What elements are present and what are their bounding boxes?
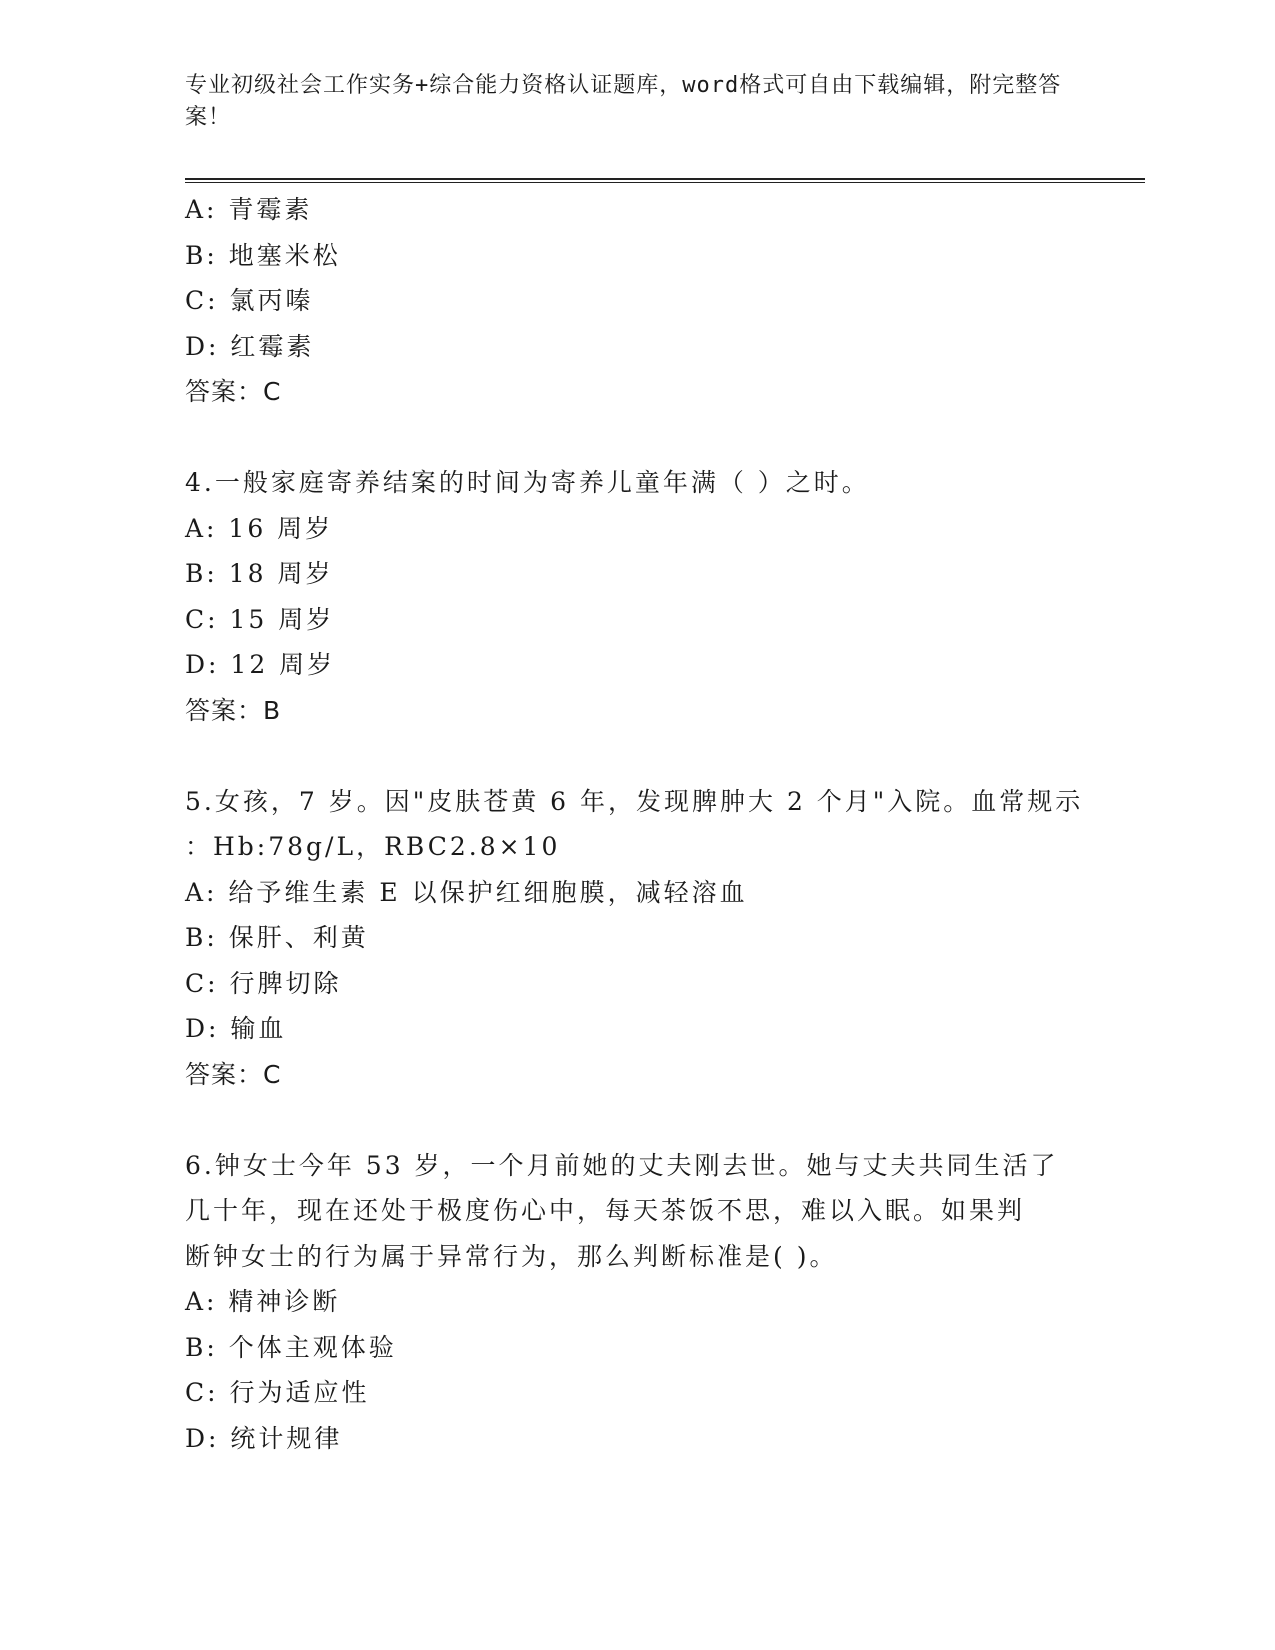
question-content (185, 187, 1085, 1461)
q4-option-a: A: 16 周岁 (185, 513, 334, 543)
question-5-block (185, 779, 1085, 1098)
q3-option-d: D: 红霉素 (185, 331, 315, 361)
page-header-text: 专业初级社会工作实务+综合能力资格认证题库，word格式可自由下载编辑，附完整答案！ (185, 73, 1062, 130)
q4-question: 4.一般家庭寄养结案的时间为寄养儿童年满（ ）之时。 (185, 468, 870, 497)
q5-option-b: B: 保肝、利黄 (185, 923, 369, 952)
q6-option-c: C: 行为适应性 (185, 1378, 370, 1407)
q5-answer: 答案：C (185, 1059, 282, 1089)
q3-option-b: B: 地塞米松 (185, 240, 341, 270)
q5-option-c: C: 行脾切除 (185, 968, 342, 998)
q6-question-line-1: 6.钟女士今年 53 岁，一个月前她的丈夫刚去世。她与丈夫共同生活了 (185, 1150, 1059, 1180)
q5-question-line-2: ：Hb:78g/L，RBC2.8×10 (185, 832, 561, 861)
q4-answer: 答案：B (185, 695, 282, 725)
q6-question-line-2: 几十年，现在还处于极度伤心中，每天茶饭不思，难以入眠。如果判 (185, 1196, 1026, 1225)
q3-option-c: C: 氯丙嗪 (185, 286, 314, 315)
header-rule-thin (185, 182, 1145, 183)
q4-option-c: C: 15 周岁 (185, 604, 335, 634)
q5-question-line-1: 5.女孩，7 岁。因"皮肤苍黄 6 年，发现脾肿大 2 个月"入院。血常规示 (185, 786, 1084, 816)
header-rule-thick (185, 178, 1145, 180)
q6-option-b: B: 个体主观体验 (185, 1332, 397, 1362)
question-3-block (185, 187, 1085, 415)
q6-option-a: A: 精神诊断 (185, 1287, 341, 1316)
q4-option-d: D: 12 周岁 (185, 650, 336, 679)
q3-option-a: A: 青霉素 (185, 195, 313, 224)
spacer (185, 415, 1085, 461)
question-4-block (185, 460, 1085, 733)
spacer (185, 733, 1085, 779)
q3-answer: 答案：C (185, 377, 282, 406)
q6-option-d: D: 统计规律 (185, 1423, 343, 1453)
question-6-block (185, 1143, 1085, 1462)
spacer (185, 1097, 1085, 1143)
q4-option-b: B: 18 周岁 (185, 559, 334, 588)
q5-option-a: A: 给予维生素 E 以保护红细胞膜，减轻溶血 (185, 877, 748, 907)
q6-question-line-3: 断钟女士的行为属于异常行为，那么判断标准是( )。 (185, 1241, 838, 1271)
q5-option-d: D: 输血 (185, 1014, 287, 1043)
